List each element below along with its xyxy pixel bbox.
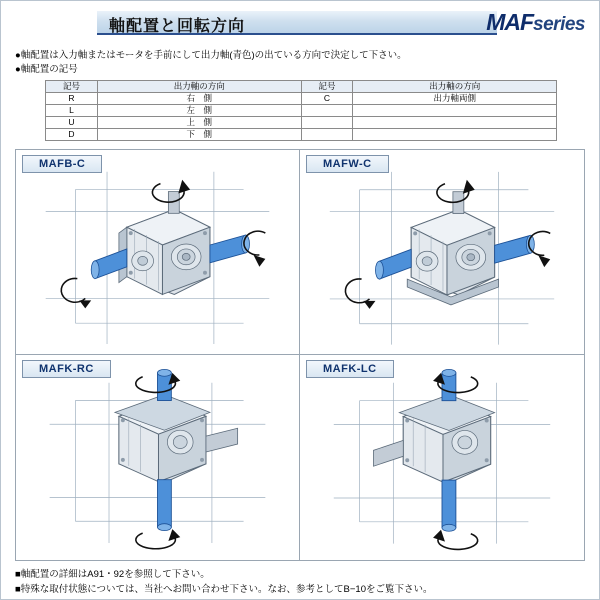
figure-label-mafw-c: MAFW-C [306,155,389,173]
figure-cell-mafk-lc [300,355,584,560]
table-cell: 出力軸両側 [353,93,557,105]
table-cell: 左 側 [97,105,301,117]
figure-cell-mafb-c [16,150,300,355]
figure-label-mafb-c: MAFB-C [22,155,102,173]
note-line-1: ●軸配置は入力軸またはモータを手前にして出力軸(青色)の出ている方向で決定して下さい。 [15,50,407,61]
series-logo-word: series [533,14,585,35]
table-row [46,105,557,117]
table-cell: 右 側 [97,93,301,105]
table-cell: D [46,129,98,141]
figure-label-mafk-rc: MAFK-RC [22,360,111,378]
table-cell [353,129,557,141]
table-cell: C [301,93,353,105]
table-cell: R [46,93,98,105]
table-cell: 下 側 [97,129,301,141]
table-header-cell: 記号 [301,81,353,93]
figure-drawing-mafb-c [16,150,299,352]
figure-drawing-mafk-rc [16,355,299,557]
table-header-cell: 記号 [46,81,98,93]
table-row [46,129,557,141]
page-title: 軸配置と回転方向 [109,18,246,35]
table-cell [301,117,353,129]
table-cell: L [46,105,98,117]
shaft-code-table [45,80,557,141]
footnotes [1,561,599,597]
footnote-line-2: ■特殊な取付状態については、当社へお問い合わせ下さい。なお、参考としてB−10をご覧下さい。 [15,584,433,595]
series-logo-maf: MAF [486,9,534,35]
table-header-row [46,81,557,93]
table-cell [301,129,353,141]
figure-drawing-mafw-c [300,150,584,353]
footnote-line-1: ■軸配置の詳細はA91・92を参照して下さい。 [15,569,210,580]
note-line-2: ●軸配置の記号 [15,64,78,75]
figure-drawing-mafk-lc [300,355,584,558]
figure-grid [15,149,585,561]
code-table-wrap [1,77,599,141]
figure-cell-mafw-c [300,150,584,355]
table-cell: U [46,117,98,129]
table-cell [301,105,353,117]
figure-cell-mafk-rc [16,355,300,560]
table-cell [353,105,557,117]
intro-notes [1,49,599,77]
table-header-cell: 出力軸の方向 [97,81,301,93]
figure-label-mafk-lc: MAFK-LC [306,360,394,378]
table-row [46,93,557,105]
page-header [1,1,599,47]
series-logo [486,9,585,36]
table-header-cell: 出力軸の方向 [353,81,557,93]
table-cell: 上 側 [97,117,301,129]
table-row [46,117,557,129]
table-cell [353,117,557,129]
